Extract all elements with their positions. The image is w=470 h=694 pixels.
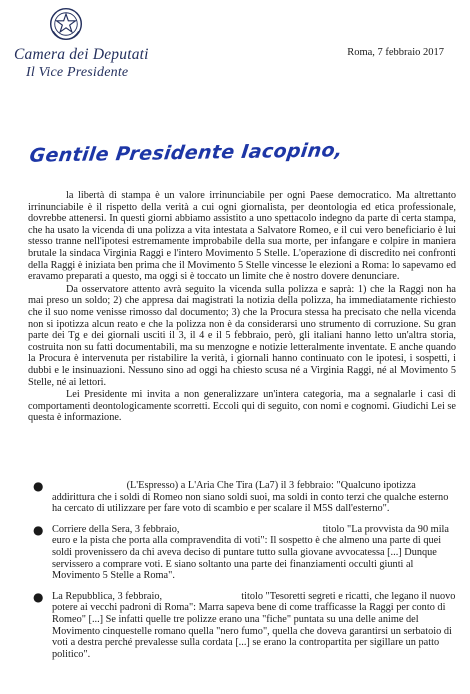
letterhead-institution: Camera dei Deputati bbox=[14, 46, 149, 63]
handwritten-salutation: Gentile Presidente Iacopino, bbox=[28, 139, 344, 167]
quote-list bbox=[33, 479, 458, 669]
italian-republic-emblem-icon bbox=[48, 6, 84, 42]
paragraph-3: Lei Presidente mi invita a non generalizzare un'intera categoria, ma a segnalarle i casi di comportamenti deontologicamente scorretti. Eccoli qui di seguito, con nomi e cognomi. Giudichi Lei se questa è informazione. bbox=[28, 389, 456, 424]
bullet-icon: ● bbox=[33, 522, 44, 537]
quote-source: Corriere della Sera, 3 febbraio, bbox=[52, 523, 180, 535]
paragraph-2: Da osservatore attento avrà seguito la vicenda sulla polizza e saprà: 1) che la Raggi non ha mai preso un soldo; 2) che appresa dai magistrati la notizia della polizza, ha immediatamente richiesto che il suo nome venisse rimosso dal documento; 3) che la Procura stessa ha precisato che nella vicenda non si ipotizza alcun reato e che la polizza non è da considerarsi uno strumento di corruzione. Su gran parte dei Tg e dei giornali usciti il 3, il 4 e il 5 febbraio, però, gli italiani hanno letto un'altra storia, costruita non su fatti documentabili, ma su menzogne e notizie letteralmente inventate. E anche quando la Procura è intervenuta per ristabilire la verità, i giornali hanno continuato con le ipotesi, i sospetti, i dubbi e le insinuazioni. Nessuno sino ad oggi ha chiesto scusa né a Virginia Raggi, né al Movimento 5 Stelle, né ai lettori. bbox=[28, 283, 456, 388]
quote-item bbox=[33, 589, 458, 661]
quote-item bbox=[33, 522, 458, 582]
quote-source: La Repubblica, 3 febbraio, bbox=[52, 590, 163, 602]
letter-body bbox=[28, 190, 456, 425]
quote-text: titolo "Tesoretti segreti e ricatti, che legano il nuovo potere ai vecchi padroni di Roma": Marra sapeva bene di come trafficasse la Raggi per conto di Romeo" [...] Se infatti quelle tre polizze erano una "fiche" puntata su una delle anime del Movimento cinquestelle romano quella "nero fumo", quella che doveva garantirsi un serbatoio di voti a destra perché prevalesse sulla cordata [...] se erano la contropartita per sigillare un patto politico". bbox=[52, 590, 456, 660]
letterhead-role: Il Vice Presidente bbox=[26, 65, 129, 80]
letterhead bbox=[14, 46, 149, 82]
quote-text: (L'Espresso) a L'Aria Che Tira (La7) il 3 febbraio: "Qualcuno ipotizza addirittura che i soldi di Romeo non siano soldi suoi, ma soldi in conto terzi che qualche esterno ha cercato di utilizzare per fare voto di scambio e per scalare il M5S dall'esterno". bbox=[52, 480, 449, 515]
letter-date: Roma, 7 febbraio 2017 bbox=[347, 47, 444, 58]
bullet-icon: ● bbox=[33, 479, 44, 493]
quote-text: titolo "La provvista da 90 mila euro e la pista che porta alla compravendita di voti": Il sospetto è che almeno una parte di quei soldi provenissero da chi aveva deciso di puntare tutto sulla giovane avvocatessa [...] Dunque servissero a comprare voti. E siano soltanto una parte dei finanziamenti occulti giunti al Movimento 5 Stelle a Roma". bbox=[52, 523, 449, 582]
quote-item bbox=[33, 479, 458, 515]
paragraph-1: la libertà di stampa è un valore irrinunciabile per ogni Paese democratico. Ma altrettanto irrinunciabile è il rispetto della verità a cui ogni giornalista, per deontologia ed etica professionale, dovrebbe attenersi. In questi giorni abbiamo assistito a uno spettacolo indegno da parte di certa stampa, che ha usato la vicenda di una polizza a vita intestata a Salvatore Romeo, e il cui vero beneficiario è lui stesso tranne nell'ipotesi estremamente improbabile della sua morte, per infangare e colpire in maniera brutale la sindaca Virginia Raggi e l'intero Movimento 5 Stelle. L'operazione di discredito nei confronti della Raggi è iniziata ben prima che il Movimento 5 Stelle vincesse le elezioni a Roma: lo sapevamo ed eravamo preparati a questo, ma oggi si è toccato un limite che è nostro dovere denunciare. bbox=[28, 190, 456, 283]
bullet-icon: ● bbox=[33, 589, 44, 604]
